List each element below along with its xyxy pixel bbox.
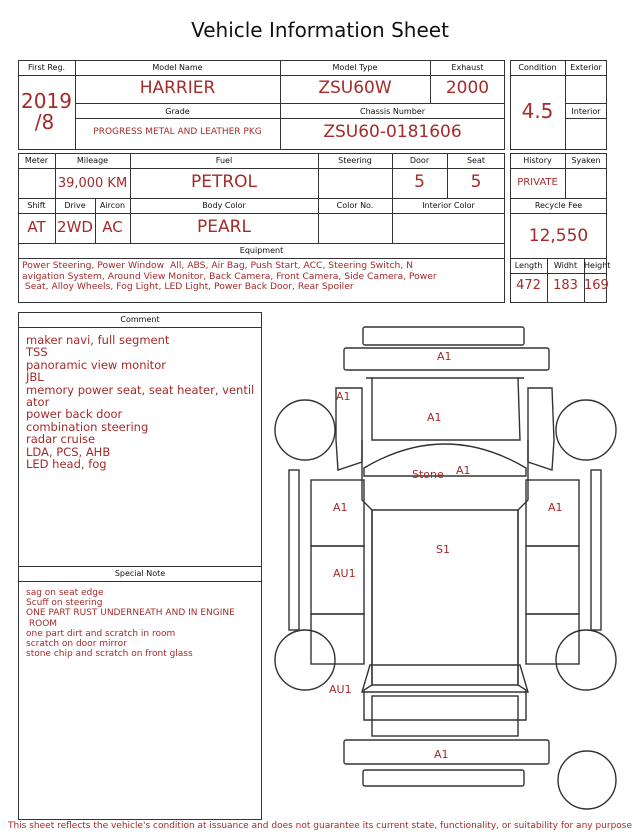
right-front-fender [528, 388, 554, 470]
first-reg-month: /8 [34, 110, 55, 134]
damage-windshield-stone: Stone [412, 468, 444, 481]
special-note-line: Scuff on steering [26, 598, 103, 609]
special-note-line: stone chip and scratch on front glass [26, 649, 193, 660]
wheel-front-right [556, 400, 616, 460]
length-value: 472 [516, 278, 541, 293]
length-label: Length [514, 261, 543, 270]
door-value: 5 [414, 172, 425, 192]
special-note-line: sag on seat edge [26, 588, 104, 598]
equipment-line: Seat, Alloy Wheels, Fog Light, LED Light, Power Back Door, Rear Spoiler [22, 281, 354, 292]
special-note-label: Special Note [114, 569, 166, 578]
model-name-label: Model Name [152, 63, 203, 72]
height-label: Height [584, 261, 611, 270]
history-value: PRIVATE [517, 177, 558, 188]
recycle-fee-value: 12,550 [528, 226, 589, 246]
comment-line: LDA, PCS, AHB [26, 444, 111, 459]
right-rear-door [526, 546, 579, 614]
hood-panel [372, 378, 520, 440]
interior-label: Interior [571, 107, 601, 116]
steering-label: Steering [338, 156, 372, 165]
windshield [364, 444, 526, 476]
comment-label: Comment [120, 315, 160, 324]
damage-roof: S1 [436, 543, 450, 556]
damage-hood: A1 [427, 411, 442, 424]
body-color-label: Body Color [202, 201, 246, 210]
syaken-label: Syaken [571, 156, 601, 165]
equipment-label: Equipment [239, 246, 284, 255]
body-color-value: PEARL [197, 217, 251, 237]
special-note-line: ROOM [26, 618, 58, 629]
interior-color-label: Interior Color [422, 201, 475, 210]
width-value: 183 [553, 278, 578, 293]
comment-line: combination steering [26, 419, 149, 434]
damage-windshield: A1 [456, 464, 471, 477]
first-reg-label: First Reg. [27, 63, 66, 72]
left-rear-door [311, 546, 364, 614]
comment-line: TSS [26, 345, 48, 360]
special-note-line: one part dirt and scratch in room [26, 628, 176, 639]
comment-line: ator [26, 395, 50, 410]
damage-left-rear-fender: AU1 [329, 683, 352, 696]
grade-value: PROGRESS METAL AND LEATHER PKG [93, 127, 262, 137]
body-outline [362, 440, 528, 720]
wheel-front-left [275, 400, 335, 460]
comment-line: panoramic view monitor [26, 357, 166, 372]
aircon-value: AC [102, 218, 123, 236]
drive-label: Drive [64, 201, 86, 210]
front-bumper-panel [363, 327, 524, 345]
rear-bumper-lower [363, 770, 524, 786]
right-rear-fender [526, 614, 579, 664]
model-name-value: HARRIER [139, 78, 216, 98]
comment-line: radar cruise [26, 432, 96, 447]
equipment-line: Power Steering, Power Window All, ABS, Air Bag, Push Start, ACC, Steering Switch, N [22, 260, 414, 271]
fuel-label: Fuel [215, 156, 233, 165]
roof-panel [372, 510, 518, 685]
comment-line: power back door [26, 407, 123, 422]
exterior-label: Exterior [570, 63, 602, 72]
first-reg-year: 2019 [21, 89, 72, 113]
condition-label: Condition [518, 63, 557, 72]
left-side-step [289, 470, 299, 630]
damage-rear-bumper: A1 [434, 748, 449, 761]
special-note-line: scratch on door mirror [26, 639, 127, 650]
damage-left-front-fender: A1 [336, 390, 351, 403]
right-side-step [591, 470, 601, 630]
rear-window [362, 665, 528, 692]
wheel-rear-right [556, 630, 616, 690]
model-type-label: Model Type [332, 63, 378, 72]
wheel-rear-left [275, 630, 335, 690]
page-title: Vehicle Information Sheet [191, 18, 449, 42]
exhaust-label: Exhaust [451, 63, 484, 72]
car-damage-diagram [268, 318, 623, 818]
damage-left-rear-door: AU1 [333, 567, 356, 580]
width-label: Widht [553, 261, 578, 270]
comment-line: maker navi, full segment [26, 333, 170, 347]
fuel-value: PETROL [190, 172, 258, 192]
grade-label: Grade [165, 107, 190, 116]
rear-hatch [372, 696, 518, 736]
mileage-label: Mileage [76, 156, 109, 165]
special-note-line: ONE PART RUST UNDERNEATH AND IN ENGINE [26, 608, 235, 619]
meter-label: Meter [24, 156, 49, 165]
damage-right-front-door: A1 [548, 501, 563, 514]
drive-value: 2WD [57, 218, 93, 236]
comment-list [26, 334, 258, 470]
height-value: 169 [584, 278, 609, 293]
disclaimer-footer: This sheet reflects the vehicle's condition at issuance and does not guarantee its current state, functionality, or suitability for any purpose [7, 821, 633, 831]
model-type-value: ZSU60W [318, 78, 392, 98]
condition-grade: 4.5 [521, 99, 554, 123]
equipment-list [22, 261, 502, 293]
color-no-label: Color No. [336, 201, 374, 210]
comment-line: JBL [26, 370, 44, 385]
seat-value: 5 [470, 172, 482, 192]
left-rear-fender [311, 614, 364, 664]
damage-left-front-door: A1 [333, 501, 348, 514]
chassis-number-value: ZSU60-0181606 [323, 122, 462, 142]
history-label: History [523, 156, 552, 165]
exhaust-value: 2000 [445, 78, 490, 98]
shift-value: AT [27, 218, 46, 236]
damage-front-bumper: A1 [437, 350, 452, 363]
chassis-number-label: Chassis Number [360, 107, 425, 116]
comment-line: memory power seat, seat heater, ventil [26, 382, 255, 397]
shift-label: Shift [27, 201, 46, 210]
door-label: Door [409, 156, 430, 165]
recycle-fee-label: Recycle Fee [534, 201, 583, 210]
seat-label: Seat [466, 156, 486, 165]
comment-line: LED head, fog [26, 457, 107, 472]
equipment-line: avigation System, Around View Monitor, Back Camera, Front Camera, Side Camera, Power [22, 270, 437, 282]
special-note-list [26, 588, 258, 659]
aircon-label: Aircon [99, 201, 126, 210]
mileage-value: 39,000 KM [57, 176, 128, 191]
spare-wheel [558, 751, 616, 809]
